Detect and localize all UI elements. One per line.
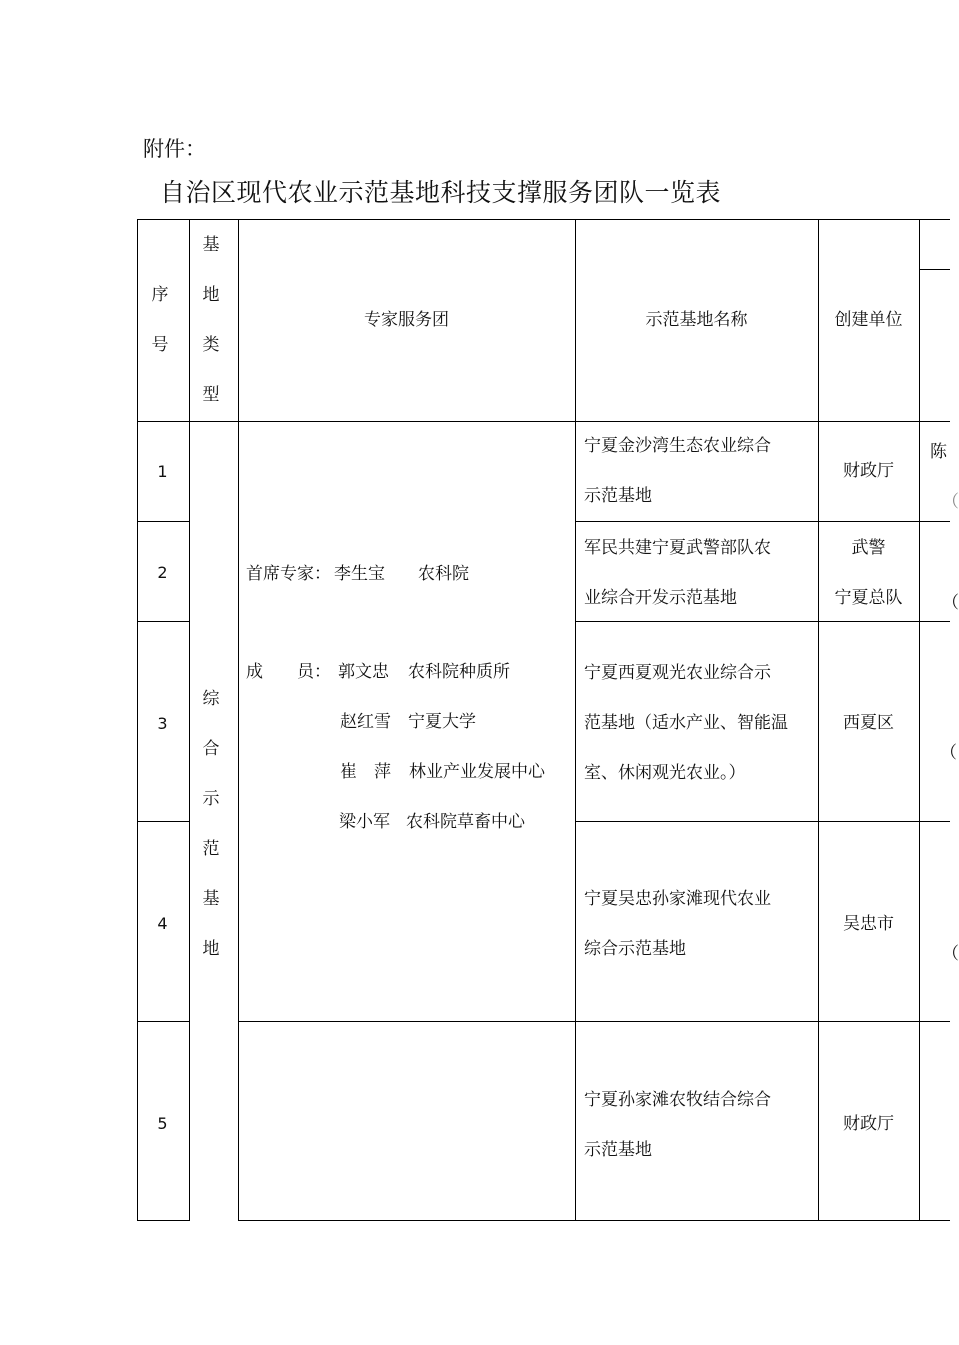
unit-cell: 吴忠市 — [843, 914, 894, 934]
base-name-line: 军民共建宁夏武警部队农 — [584, 538, 771, 558]
base-name-line: 综合示范基地 — [584, 939, 686, 959]
row-divider-4 — [238, 1021, 950, 1022]
member-name: 崔 萍 — [340, 762, 391, 782]
seq-cell: 1 — [157, 462, 168, 481]
unit-cell: 财政厅 — [843, 1114, 894, 1134]
base-name-line: 宁夏金沙湾生态农业综合 — [584, 436, 771, 456]
member-org: 林业产业发展中心 — [409, 762, 545, 782]
base-name-line: 范基地（适水产业、智能温 — [584, 713, 788, 733]
member-org: 宁夏大学 — [408, 712, 476, 732]
base-type-char: 示 — [202, 789, 220, 809]
row-divider-1 — [575, 521, 950, 522]
unit-cell: 西夏区 — [843, 713, 894, 733]
member-org: 农科院种质所 — [408, 662, 510, 682]
base-name-line: 宁夏孙家滩农牧结合综合 — [584, 1090, 771, 1110]
clipped-cell-text: （ — [940, 743, 957, 763]
header-bottom-border — [137, 421, 950, 422]
member-name: 梁小军 — [339, 812, 390, 832]
header-type-char: 类 — [202, 335, 220, 355]
base-type-char: 范 — [202, 839, 220, 859]
base-name-line: 示范基地 — [584, 1140, 652, 1160]
base-type-char: 基 — [202, 889, 220, 909]
member-org: 农科院草畜中心 — [406, 812, 525, 832]
page-title: 自治区现代农业示范基地科技支撑服务团队一览表 — [160, 178, 722, 207]
chief-expert-label: 首席专家： — [246, 564, 331, 584]
unit-cell: 宁夏总队 — [834, 588, 903, 608]
chief-expert-name: 李生宝 — [334, 564, 385, 584]
row-divider-1-seq — [137, 521, 190, 522]
clipped-cell-text: （ — [942, 593, 959, 613]
base-type-char: 综 — [202, 689, 220, 709]
table-bottom-seq — [137, 1220, 190, 1221]
header-expert-team: 专家服务团 — [364, 310, 449, 330]
base-name-line: 示范基地 — [584, 486, 652, 506]
attachment-label: 附件： — [143, 137, 206, 161]
clipped-cell-text: 陈 — [930, 442, 947, 462]
row-divider-3-seq — [137, 821, 190, 822]
header-base-type — [196, 220, 226, 420]
unit-cell: 武警 — [851, 538, 886, 558]
col-line-seq — [189, 219, 190, 1221]
base-type-cell — [196, 674, 226, 974]
base-name-line: 室、休闲观光农业。） — [584, 763, 746, 783]
member-name: 赵红雪 — [340, 712, 391, 732]
header-type-char: 基 — [202, 235, 220, 255]
base-name-line: 宁夏西夏观光农业综合示 — [584, 663, 771, 683]
table-top-border — [137, 219, 950, 220]
header-type-char: 地 — [202, 285, 220, 305]
chief-expert-org: 农科院 — [418, 564, 469, 584]
seq-cell: 3 — [157, 714, 168, 733]
base-name-line: 宁夏吴忠孙家滩现代农业 — [584, 889, 771, 909]
header-subdivider — [919, 269, 950, 270]
seq-cell: 2 — [157, 563, 168, 582]
base-type-char: 合 — [202, 739, 220, 759]
base-type-char: 地 — [202, 939, 220, 959]
table-bottom — [238, 1220, 950, 1221]
col-line-unit — [919, 219, 920, 1221]
col-line-expert — [575, 219, 576, 1221]
unit-cell: 财政厅 — [843, 461, 894, 481]
header-seq-char: 号 — [151, 335, 169, 355]
base-name-line: 业综合开发示范基地 — [584, 588, 737, 608]
col-line-type — [238, 219, 239, 1221]
header-type-char: 型 — [202, 385, 220, 405]
member-name: 郭文忠 — [338, 662, 389, 682]
members-label: 成 员： — [246, 662, 331, 682]
clipped-cell-text: （ — [942, 492, 959, 512]
clipped-cell-text: （ — [942, 944, 959, 964]
row-divider-3 — [575, 821, 950, 822]
header-seq-char: 序 — [151, 285, 169, 305]
header-unit: 创建单位 — [834, 310, 903, 330]
header-base-name: 示范基地名称 — [645, 310, 748, 330]
seq-cell: 5 — [157, 1114, 168, 1133]
header-seq — [145, 270, 175, 370]
seq-cell: 4 — [157, 914, 168, 933]
row-divider-2-seq — [137, 621, 190, 622]
row-divider-4-seq — [137, 1021, 190, 1022]
